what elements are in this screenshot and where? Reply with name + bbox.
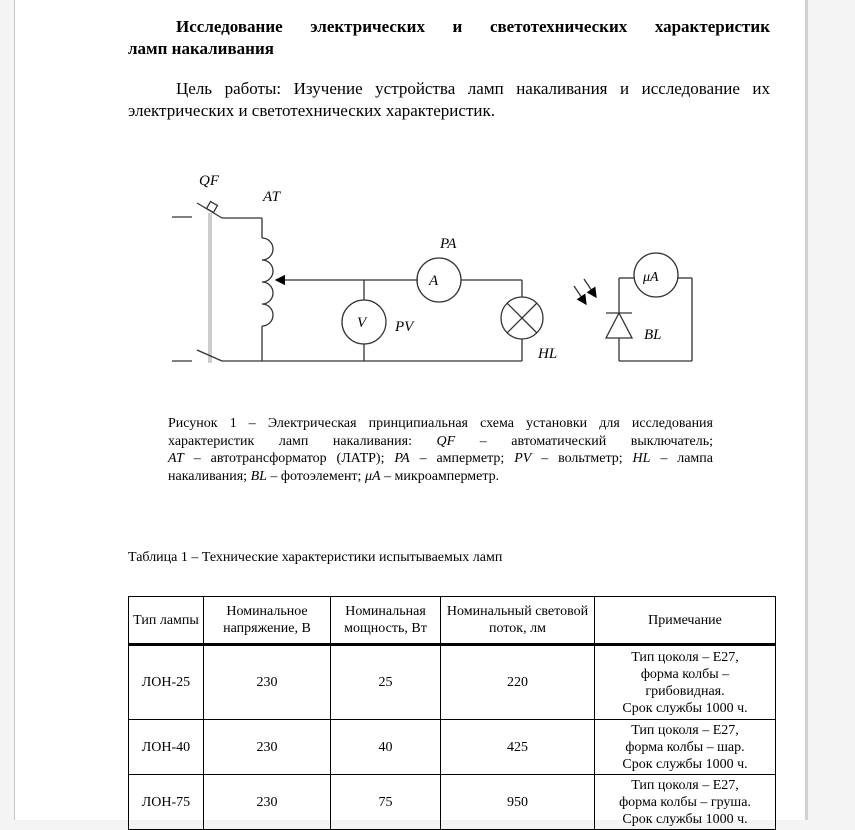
circuit-diagram [0, 0, 855, 410]
label-voltmeter: V [357, 315, 367, 331]
cell-type: ЛОН-25 [129, 645, 204, 720]
label-qf: QF [199, 173, 219, 189]
caption-line-1: Рисунок 1 – Электрическая принципиальная схема установки для исследования [168, 416, 713, 431]
table-caption: Таблица 1 – Технические характеристики испытываемых ламп [128, 550, 503, 565]
label-pv: PV [395, 319, 414, 335]
caption-line-3: AT – автотрансформатор (ЛАТР); PA – амперметр; PV – вольтметр; HL – лампа [168, 451, 713, 466]
autotransformer-at [262, 218, 273, 361]
cell-note: Тип цоколя – Е27, форма колбы – груша. Срок службы 1000 ч. [595, 775, 776, 830]
cell-note: Тип цоколя – Е27, форма колбы – грибовидная. Срок службы 1000 ч. [595, 645, 776, 720]
table-row [129, 645, 776, 720]
goal-line-2: электрических и светотехнических характеристик. [128, 101, 495, 120]
header-power: Номинальная мощность, Вт [331, 597, 441, 645]
figure-caption [168, 415, 713, 485]
circuit-breaker-qf [172, 202, 262, 363]
cell-voltage: 230 [204, 720, 331, 775]
caption-line-2: характеристик ламп накаливания: QF – автоматический выключатель; [168, 433, 713, 449]
cell-note: Тип цоколя – Е27, форма колбы – шар. Срок службы 1000 ч. [595, 720, 776, 775]
cell-voltage: 230 [204, 645, 331, 720]
header-type: Тип лампы [129, 597, 204, 645]
cell-power: 75 [331, 775, 441, 830]
table-row [129, 720, 776, 775]
label-bl: BL [644, 327, 662, 343]
label-microammeter: μA [643, 270, 659, 285]
lamp-hl [501, 280, 543, 361]
cell-flux: 950 [441, 775, 595, 830]
cell-flux: 220 [441, 645, 595, 720]
goal-line-1: Цель работы: Изучение устройства ламп накаливания и исследование их [176, 79, 770, 98]
caption-line-4: накаливания; BL – фотоэлемент; μA – микроамперметр. [168, 468, 500, 484]
header-flux: Номинальный световой поток, лм [441, 597, 595, 645]
cell-voltage: 230 [204, 775, 331, 830]
label-at: AT [263, 189, 280, 205]
photocell-bl [574, 253, 692, 361]
table-header-row [129, 597, 776, 645]
label-ammeter: A [429, 273, 439, 289]
title-line-1: Исследование электрических и светотехнических характеристик [176, 17, 770, 36]
header-note: Примечание [595, 597, 776, 645]
label-hl: HL [538, 346, 558, 362]
cell-flux: 425 [441, 720, 595, 775]
cell-power: 25 [331, 645, 441, 720]
cell-type: ЛОН-40 [129, 720, 204, 775]
cell-power: 40 [331, 720, 441, 775]
title-line-2: ламп накаливания [128, 39, 274, 58]
cell-type: ЛОН-75 [129, 775, 204, 830]
lamp-spec-table [128, 596, 776, 830]
header-voltage: Номинальное напряжение, В [204, 597, 331, 645]
label-pa: PA [440, 236, 457, 252]
table-row [129, 775, 776, 830]
